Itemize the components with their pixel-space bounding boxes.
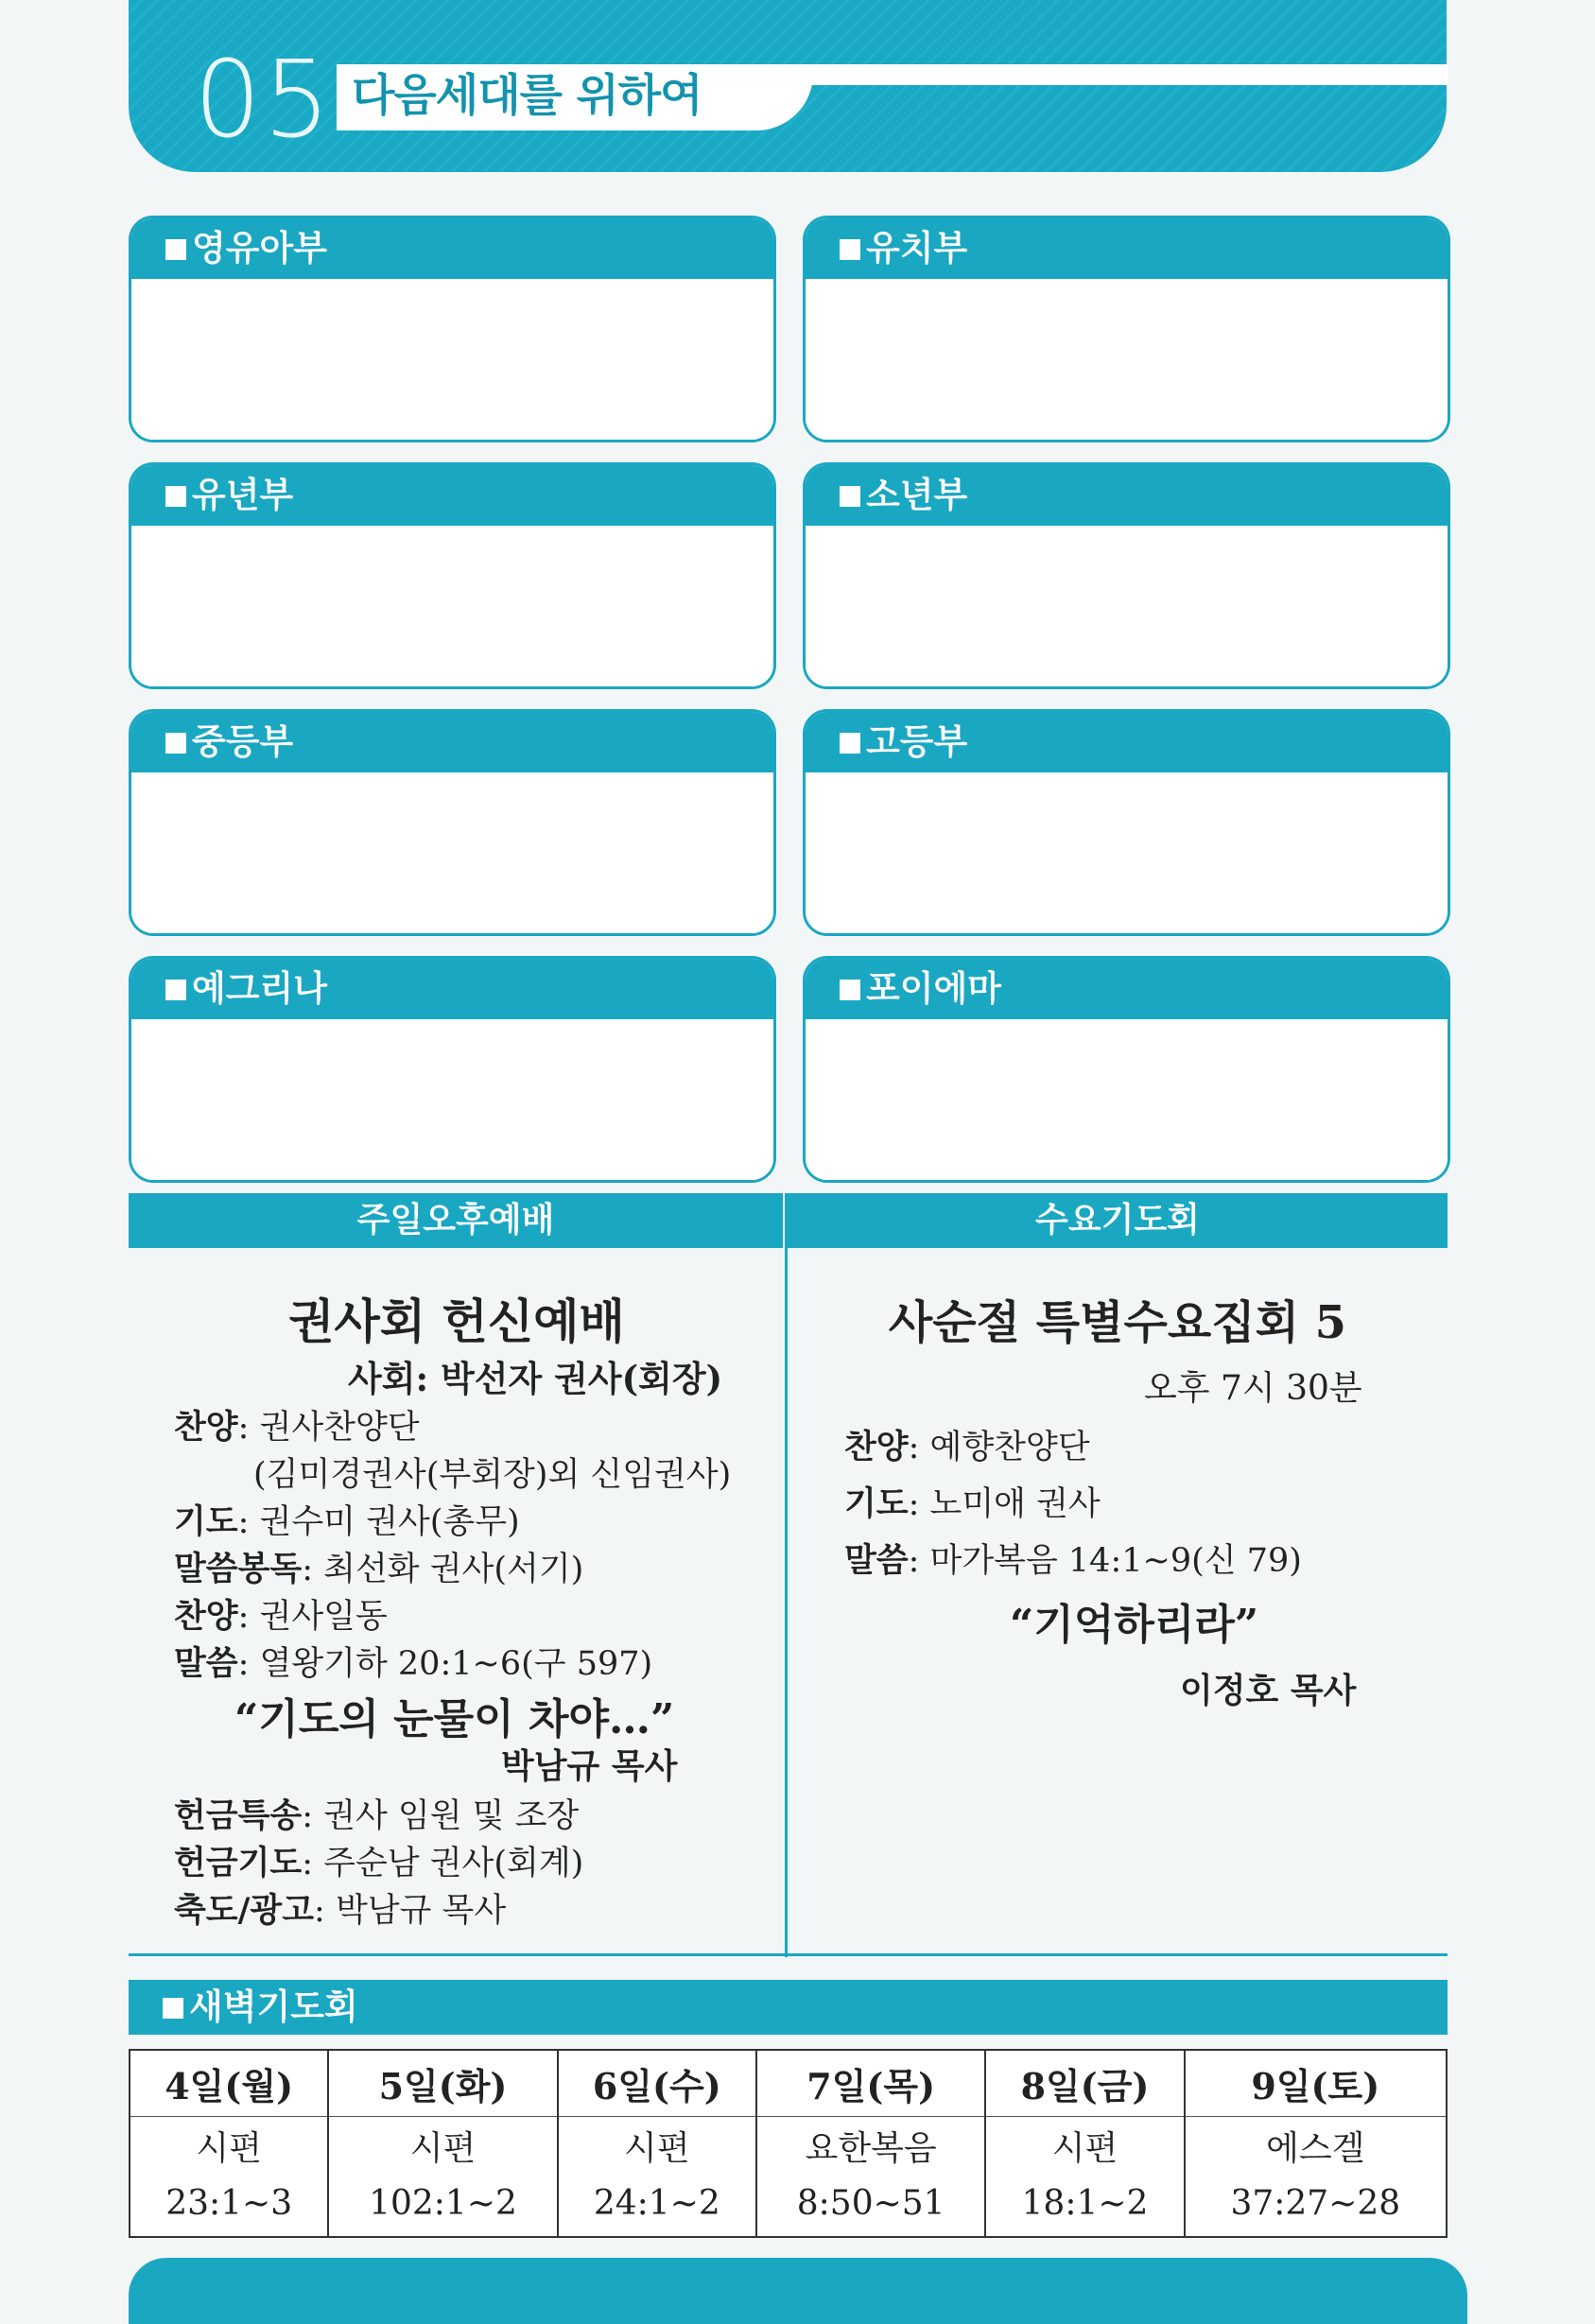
program-value: 마가복음 14:1~9(신 79)	[929, 1542, 1302, 1580]
program-value: 최선화 권사(서기)	[323, 1551, 584, 1588]
square-bullet-icon	[165, 980, 186, 1000]
program-line: 헌금기도: 주순남 권사(회계)	[174, 1844, 584, 1882]
wednesday-preacher: 이정호 목사	[1180, 1671, 1357, 1710]
section-title: 다음세대를 위하여	[352, 70, 702, 122]
program-value: 노미애 권사	[929, 1485, 1101, 1523]
sunday-service-header: 주일오후예배	[129, 1193, 783, 1248]
dept-box-content	[131, 1019, 773, 1183]
dept-box-content	[806, 279, 1448, 442]
presider-label: 사회	[348, 1358, 416, 1399]
square-bullet-icon	[840, 733, 860, 754]
scripture-book: 시편	[409, 2128, 477, 2168]
dept-name: 중등부	[192, 721, 294, 762]
sunday-sermon-title: “기도의 눈물이 차야…”	[234, 1695, 675, 1743]
program-label: 찬양	[174, 1408, 238, 1447]
dawn-prayer-table	[129, 2049, 1448, 2238]
dept-name: 유년부	[192, 475, 294, 515]
sunday-preacher: 박남규 목사	[501, 1746, 678, 1786]
dept-box-high-school	[803, 709, 1450, 936]
dept-box-lower-elementary	[129, 462, 776, 689]
program-line: 말씀: 마가복음 14:1~9(신 79)	[844, 1541, 1302, 1580]
dept-box-infant	[129, 216, 776, 442]
dept-box-middle-school	[129, 709, 776, 936]
dept-box-header	[131, 218, 773, 279]
scripture-cell	[328, 2116, 557, 2237]
program-value: (김미경권사(부회장)외 신임권사)	[253, 1456, 732, 1494]
program-label: 찬양	[844, 1428, 909, 1466]
section-number: 05	[194, 39, 333, 162]
scripture-book: 시편	[624, 2128, 690, 2168]
program-value: 권수미 권사(총무)	[259, 1503, 520, 1541]
dept-box-header	[806, 712, 1448, 772]
program-label: 헌금특송	[174, 1796, 303, 1835]
table-header-row	[130, 2050, 1447, 2116]
dept-box-header	[806, 959, 1448, 1019]
program-label: 기도	[844, 1484, 909, 1523]
scripture-cell	[756, 2116, 985, 2237]
program-value: 열왕기하 20:1~6(구 597)	[259, 1645, 653, 1683]
presider-line: 사회: 박선자 권사(회장)	[348, 1358, 723, 1399]
program-line: 기도: 권수미 권사(총무)	[174, 1502, 520, 1541]
square-bullet-icon	[840, 239, 860, 260]
scripture-cell	[1185, 2116, 1447, 2237]
scripture-verse: 23:1~3	[165, 2183, 293, 2223]
program-label: 말씀	[174, 1644, 238, 1683]
wednesday-time: 오후 7시 30분	[1144, 1369, 1362, 1408]
day-header: 5일(화)	[328, 2050, 557, 2116]
scripture-verse: 102:1~2	[369, 2183, 517, 2223]
dept-name: 포이에마	[866, 968, 1001, 1009]
dept-box-kindergarten	[803, 216, 1450, 442]
dept-box-content	[806, 526, 1448, 689]
program-line: 찬양: 권사찬양단	[174, 1408, 420, 1447]
day-header: 8일(금)	[985, 2050, 1184, 2116]
dept-name: 소년부	[866, 475, 968, 515]
program-value: 권사찬양단	[259, 1409, 420, 1447]
program-label: 말씀봉독	[174, 1550, 303, 1588]
dept-name: 예그리나	[192, 968, 327, 1009]
program-line	[253, 1448, 731, 1496]
dept-box-content	[131, 279, 773, 442]
program-line: 말씀봉독: 최선화 권사(서기)	[174, 1550, 584, 1588]
scripture-cell	[985, 2116, 1184, 2237]
scripture-book: 에스겔	[1266, 2128, 1365, 2168]
day-header: 7일(목)	[756, 2050, 985, 2116]
program-label: 헌금기도	[174, 1844, 303, 1882]
scripture-book: 요한복음	[805, 2128, 937, 2168]
day-header: 9일(토)	[1185, 2050, 1447, 2116]
program-value: 박남규 목사	[335, 1892, 507, 1930]
scripture-verse: 18:1~2	[1021, 2183, 1149, 2223]
page-footer-bar	[129, 2258, 1467, 2324]
dept-box-content	[131, 526, 773, 689]
section-divider	[129, 1953, 1448, 1956]
presider-name: 박선자 권사(회장)	[441, 1358, 723, 1399]
program-line: 헌금특송: 권사 임원 및 조장	[174, 1796, 580, 1835]
dept-box-header	[131, 712, 773, 772]
program-line: 찬양: 권사일동	[174, 1597, 388, 1636]
scripture-book: 시편	[196, 2128, 262, 2168]
dept-box-upper-elementary	[803, 462, 1450, 689]
program-line: 기도: 노미애 권사	[844, 1484, 1101, 1523]
dept-name: 영유아부	[192, 228, 327, 269]
dept-box-content	[806, 772, 1448, 936]
dept-box-content	[131, 772, 773, 936]
square-bullet-icon	[840, 980, 860, 1000]
square-bullet-icon	[840, 486, 860, 507]
program-label: 말씀	[844, 1541, 909, 1580]
square-bullet-icon	[165, 239, 186, 260]
dept-box-header	[806, 465, 1448, 526]
program-value: 예향찬양단	[929, 1429, 1090, 1466]
dawn-prayer-header	[129, 1980, 1448, 2035]
wednesday-sermon-title: “기억하리라”	[1010, 1601, 1259, 1649]
program-line: 축도/광고: 박남규 목사	[174, 1891, 507, 1930]
scripture-verse: 37:27~28	[1230, 2183, 1401, 2223]
dept-name: 유치부	[866, 228, 968, 269]
program-line: 말씀: 열왕기하 20:1~6(구 597)	[174, 1644, 653, 1683]
scripture-verse: 8:50~51	[796, 2183, 945, 2223]
sunday-service-title: 권사회 헌신예배	[288, 1293, 625, 1349]
dept-box-header	[131, 465, 773, 526]
program-label: 기도	[174, 1502, 238, 1541]
day-header: 6일(수)	[558, 2050, 756, 2116]
wednesday-service-title: 사순절 특별수요집회 5	[888, 1296, 1347, 1349]
scripture-cell	[558, 2116, 756, 2237]
dept-box-header	[131, 959, 773, 1019]
dept-name: 고등부	[866, 721, 968, 762]
dept-box-header	[806, 218, 1448, 279]
dept-box-yegrina	[129, 956, 776, 1183]
dept-box-content	[806, 1019, 1448, 1183]
program-label: 찬양	[174, 1597, 238, 1636]
table-row	[130, 2116, 1447, 2237]
dawn-prayer-title: 새벽기도회	[189, 1986, 358, 2027]
program-value: 권사 임원 및 조장	[323, 1797, 580, 1835]
program-line: 찬양: 예향찬양단	[844, 1428, 1090, 1466]
scripture-book: 시편	[1051, 2128, 1118, 2168]
day-header: 4일(월)	[130, 2050, 328, 2116]
program-label: 축도/광고	[174, 1891, 315, 1930]
square-bullet-icon	[163, 1998, 183, 2019]
program-value: 주순남 권사(회계)	[323, 1845, 584, 1882]
program-value: 권사일동	[259, 1598, 388, 1636]
scripture-cell	[130, 2116, 328, 2237]
wednesday-service-header: 수요기도회	[788, 1193, 1448, 1248]
square-bullet-icon	[165, 733, 186, 754]
square-bullet-icon	[165, 486, 186, 507]
dept-box-poiema	[803, 956, 1450, 1183]
scripture-verse: 24:1~2	[593, 2183, 720, 2223]
